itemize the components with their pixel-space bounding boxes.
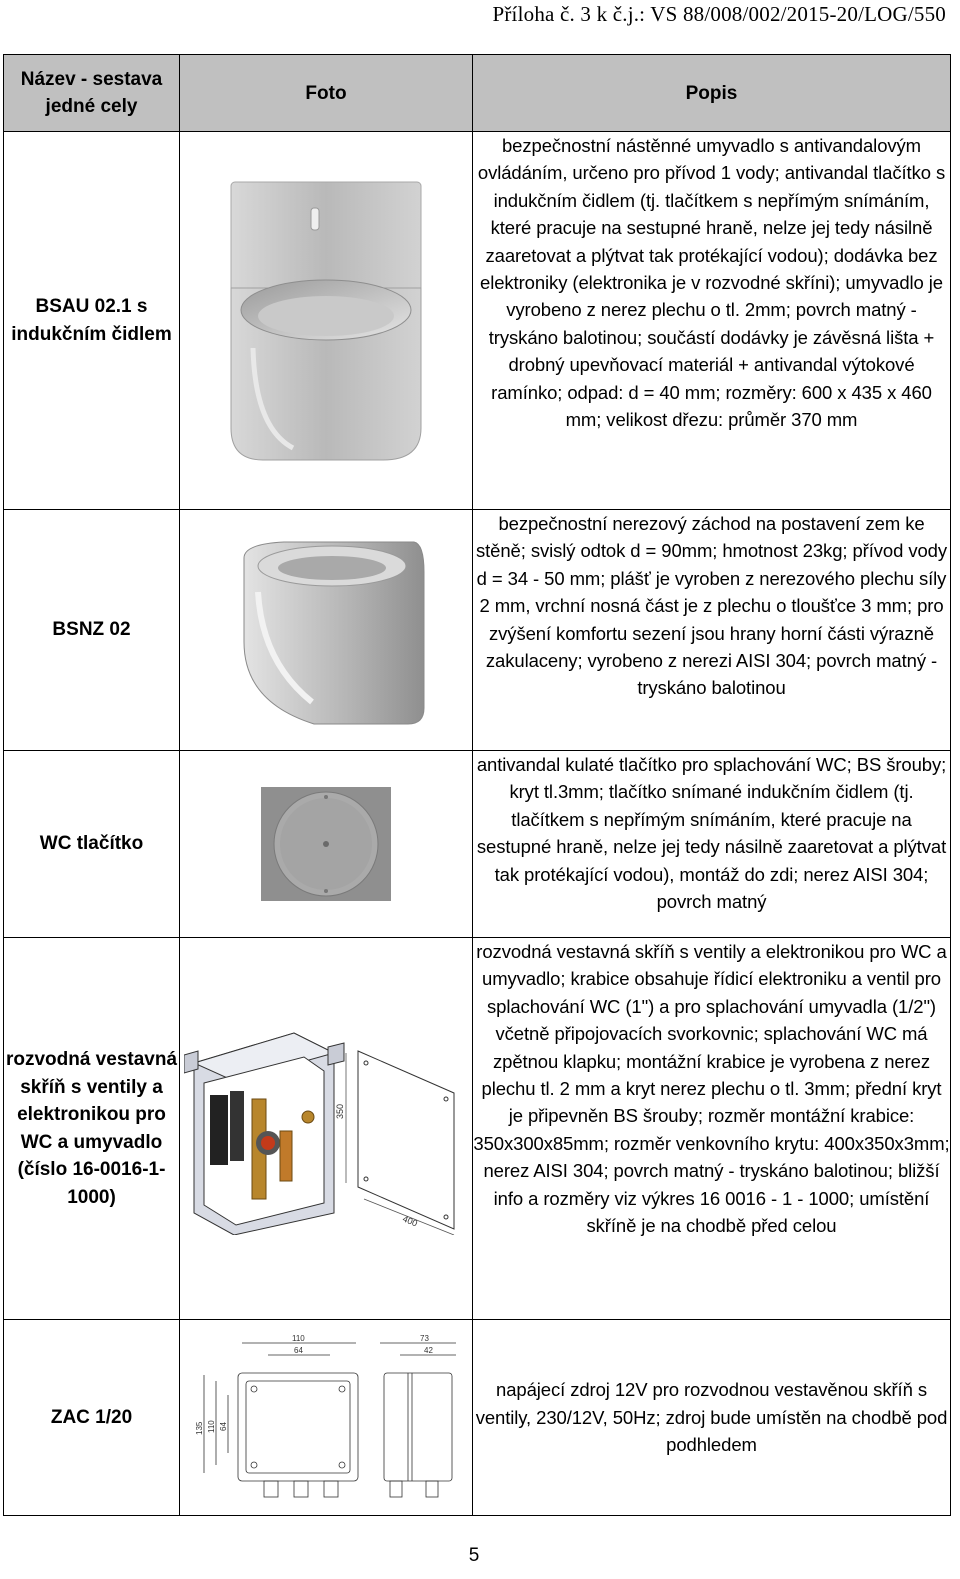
item-photo xyxy=(180,1320,473,1516)
item-name: rozvodná vestavná skříň s ventily a elektronikou pro WC a umyvadlo (číslo 16-0016-1-1000) xyxy=(4,938,180,1320)
document-reference: Příloha č. 3 k č.j.: VS 88/008/002/2015-20/LOG/550 xyxy=(492,2,946,26)
wc-button-image xyxy=(261,787,391,901)
washbasin-image xyxy=(223,178,429,464)
psu-height-label: 135 xyxy=(195,1421,204,1435)
item-name: BSAU 02.1 s indukčním čidlem xyxy=(4,132,180,510)
psu-width-label: 110 xyxy=(292,1334,305,1343)
header-name: Název - sestava jedné cely xyxy=(4,55,180,132)
header-photo: Foto xyxy=(180,55,473,132)
table-row xyxy=(4,510,951,751)
psu-depth-label: 73 xyxy=(420,1334,429,1343)
power-supply-drawing xyxy=(194,1335,458,1501)
item-photo xyxy=(180,751,473,938)
table-row xyxy=(4,938,951,1320)
item-description: bezpečnostní nástěnné umyvadlo s antivandalovým ovládáním, určeno pro přívod 1 vody; antivandal tlačítko s indukčním čidlem (tj. tlačítkem s nepřímým snímáním, které pracuje na sestupné hraně, nelze jej tedy násilně zaaretovat a plýtvat tak protékající vodou); dodávka bez elektroniky (elektronika je v rozvodné skříni); umyvadlo je vyrobeno z nerez plechu o tl. 2mm; povrch matný - tryskáno balotinou; součástí dodávky je závěsná lišta + drobný upevňovací materiál + antivandal výtokové ramínko; odpad: d = 40 mm; rozměry: 600 x 435 x 460 mm; velikost dřezu: průměr 370 mm xyxy=(473,132,951,510)
item-description: bezpečnostní nerezový záchod na postavení zem ke stěně; svislý odtok d = 90mm; hmotnost 23kg; přívod vody d = 34 - 50 mm; plášť je vyroben z nerezového plechu síly 2 mm, vrchní nosná část je z plechu o tloušťce 3 mm; pro zvýšení komfortu sezení jsou hrany horní části výrazně zakulaceny; vyrobeno z nerezi AISI 304; povrch matný - tryskáno balotinou xyxy=(473,510,951,751)
item-description: napájecí zdroj 12V pro rozvodnou vestavěnou skříň s ventily, 230/12V, 50Hz; zdroj bude umístěn na chodbě pod podhledem xyxy=(473,1320,951,1516)
header-description: Popis xyxy=(473,55,951,132)
toilet-image xyxy=(224,532,428,728)
item-name: WC tlačítko xyxy=(4,751,180,938)
psu-inner-depth-label: 42 xyxy=(424,1345,433,1355)
item-photo xyxy=(180,510,473,751)
table-row xyxy=(4,1320,951,1516)
item-photo xyxy=(180,132,473,510)
item-photo xyxy=(180,938,473,1320)
psu-mount-height-label: 64 xyxy=(219,1421,228,1431)
table-row xyxy=(4,132,951,510)
table-header-row xyxy=(4,55,951,132)
distribution-box-drawing xyxy=(184,1023,468,1235)
box-height-label: 350 xyxy=(335,1103,345,1119)
item-description: antivandal kulaté tlačítko pro splachování WC; BS šrouby; kryt tl.3mm; tlačítko snímané indukčním čidlem (tj. tlačítkem s nepřímým snímáním, které pracuje na sestupné hraně, nelze jej tedy násilně zaaretovat a plýtvat tak protékající vodou), montáž do zdi; nerez AISI 304; povrch matný xyxy=(473,751,951,938)
equipment-table xyxy=(3,54,951,1516)
item-name: ZAC 1/20 xyxy=(4,1320,180,1516)
item-name: BSNZ 02 xyxy=(4,510,180,751)
psu-inner-width-label: 64 xyxy=(294,1345,303,1355)
psu-inner-height-label: 110 xyxy=(207,1419,216,1433)
item-description: rozvodná vestavná skříň s ventily a elektronikou pro WC a umyvadlo; krabice obsahuje řídicí elektroniku a ventil pro splachování WC (1") a pro splachování umyvadla (1/2") včetně připojovacích svorkovnic; splachování WC má zpětnou klapku; montážní krabice je vyrobena z nerez plechu tl. 2 mm a kryt nerez plechu o tl. 3mm; přední kryt je připevněn BS šrouby; rozměr montážní krabice: 350x300x85mm; rozměr venkovního krytu: 400x350x3mm; nerez AISI 304; povrch matný - tryskáno balotinou; bližší info a rozměry viz výkres 16 0016 - 1 - 1000; umístění skříně je na chodbě před celou xyxy=(473,938,951,1320)
table-row xyxy=(4,751,951,938)
page-number: 5 xyxy=(468,1545,480,1566)
box-width-label: 400 xyxy=(401,1213,419,1228)
